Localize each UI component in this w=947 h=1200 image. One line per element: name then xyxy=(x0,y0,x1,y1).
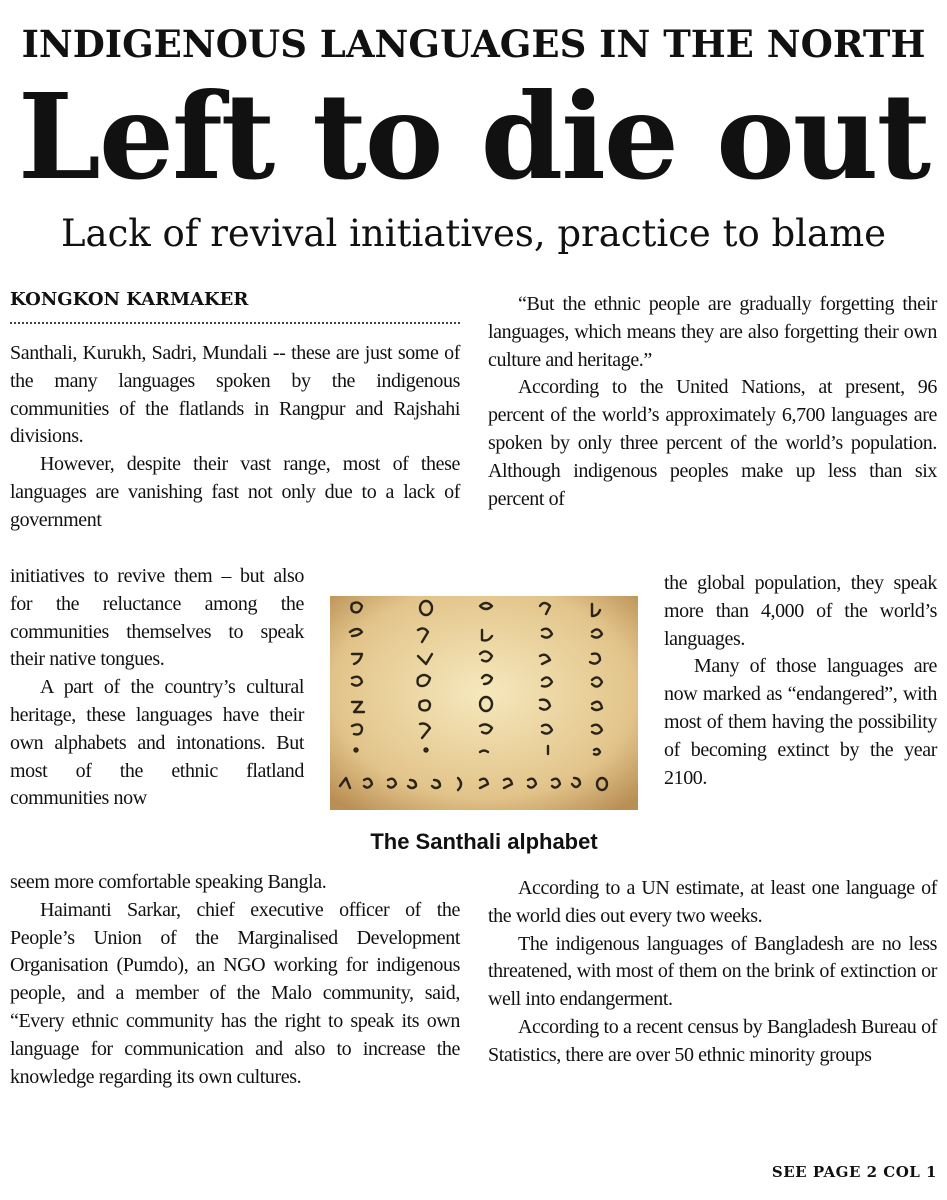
main-headline: Left to die out xyxy=(17,67,930,206)
left-column-top xyxy=(10,340,460,535)
byline-divider xyxy=(10,322,460,324)
paragraph: seem more comfortable speaking Bangla. xyxy=(10,871,327,893)
photo-caption: The Santhali alphabet xyxy=(370,829,598,854)
paragraph: Haimanti Sarkar, chief executive officer of the People’s Union of the Marginalised Development Organisation (Pumdo), an NGO working for indigenous people, and a member of the Malo community, said, “Every ethnic community has the right to speak its own language for communication and also to increase the knowledge regarding its own cultures. xyxy=(10,898,460,1088)
right-column-wrap xyxy=(664,570,937,792)
santhali-alphabet-icon xyxy=(330,596,638,810)
santhali-alphabet-photo xyxy=(330,596,638,810)
paragraph: According to a UN estimate, at least one language of the world dies out every two weeks. xyxy=(488,877,937,927)
subheadline: Lack of revival initiatives, practice to blame xyxy=(60,212,887,255)
paragraph: Santhali, Kurukh, Sadri, Mundali -- these are just some of the many languages spoken by the indigenous communities of the flatlands in Rangpur and Rajshahi divisions. xyxy=(10,342,460,448)
left-column-bottom xyxy=(10,869,460,1091)
paragraph: A part of the country’s cultural heritage, these languages have their own alphabets and intonations. But most of the ethnic flatland communities now xyxy=(10,676,304,810)
paragraph: According to a recent census by Bangladesh Bureau of Statistics, there are over 50 ethnic minority groups xyxy=(488,1015,937,1066)
continuation-line: SEE PAGE 2 COL 1 xyxy=(771,1163,937,1181)
paragraph: the global population, they speak more than 4,000 of the world’s languages. xyxy=(664,572,937,650)
left-column-wrap xyxy=(10,563,304,813)
right-column-top xyxy=(488,291,937,513)
paragraph: The indigenous languages of Bangladesh are no less threatened, with most of them on the brink of extinction or well into endangerment. xyxy=(488,932,937,1011)
byline: KONGKON KARMAKER xyxy=(10,289,249,310)
paragraph: Many of those languages are now marked as “endangered”, with most of them having the possibility of becoming extinct by the year 2100. xyxy=(664,655,937,789)
paragraph: initiatives to revive them – but also for the reluctance among the communities themselves to speak their native tongues. xyxy=(10,565,304,671)
kicker-headline: INDIGENOUS LANGUAGES IN THE NORTH xyxy=(21,22,926,66)
right-column-bottom xyxy=(488,875,937,1070)
paragraph: According to the United Nations, at present, 96 percent of the world’s approximately 6,700 languages are spoken by only three percent of the world’s population. Although indigenous peoples make up less than six percent of xyxy=(488,376,937,510)
paragraph: “But the ethnic people are gradually forgetting their languages, which means they are also forgetting their own culture and heritage.” xyxy=(488,293,937,371)
paragraph: However, despite their vast range, most of these languages are vanishing fast not only due to a lack of government xyxy=(10,453,460,531)
